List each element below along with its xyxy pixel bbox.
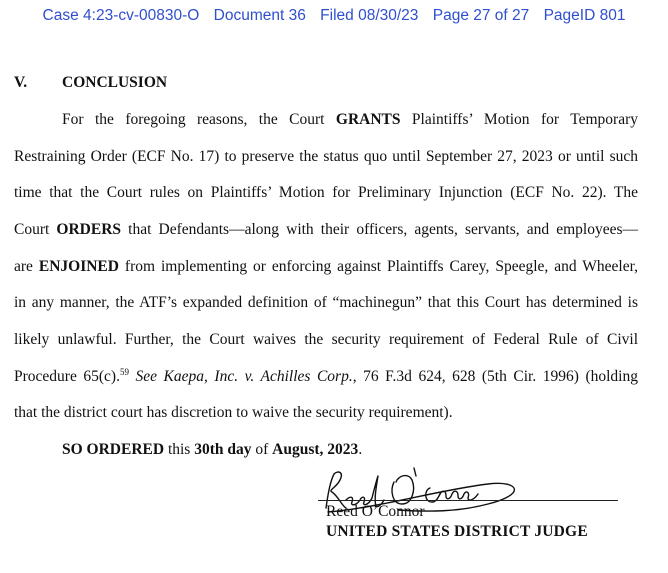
paragraph-line: Restraining Order (ECF No. 17) to preserve the status quo until September 27, 2023 or until such bbox=[14, 148, 638, 165]
filed-date: Filed 08/30/23 bbox=[320, 7, 419, 24]
page-id: PageID 801 bbox=[543, 7, 626, 24]
signature-line bbox=[318, 500, 618, 501]
paragraph-line: Procedure 65(c).$^{59}$ See Kaepa, Inc. v. Achilles Corp., 76 F.3d 624, 628 (5th Cir. 1996) (holding bbox=[14, 367, 638, 385]
judge-title: UNITED STATES DISTRICT JUDGE bbox=[326, 523, 588, 540]
section-heading bbox=[14, 74, 167, 92]
case-number: Case 4:23-cv-00830-O bbox=[42, 7, 200, 24]
paragraph-line: in any manner, the ATF’s expanded definition of “machinegun” that this Court has determined is bbox=[14, 294, 638, 311]
paragraph-line: are ENJOINED from implementing or enforcing against Plaintiffs Carey, Speegle, and Wheeler, bbox=[14, 258, 638, 275]
paragraph-line: likely unlawful. Further, the Court waives the security requirement of Federal Rule of Civil bbox=[14, 331, 638, 348]
footnote-ref[interactable]: 59 bbox=[119, 367, 129, 377]
paragraph-line: that the district court has discretion to waive the security requirement). bbox=[14, 404, 453, 421]
section-title: CONCLUSION bbox=[62, 74, 168, 91]
so-ordered-line: SO ORDERED this 30th day of August, 2023. bbox=[62, 441, 363, 458]
case-header bbox=[0, 7, 668, 25]
section-number: V. bbox=[14, 74, 28, 91]
document-number: Document 36 bbox=[213, 7, 306, 24]
paragraph-line: time that the Court rules on Plaintiffs’ Motion for Preliminary Injunction (ECF No. 22). The bbox=[14, 184, 638, 201]
judge-name: Reed O’Connor bbox=[326, 503, 425, 520]
page-count: Page 27 of 27 bbox=[432, 7, 530, 24]
paragraph-line: Court ORDERS that Defendants—along with their officers, agents, servants, and employees— bbox=[14, 221, 638, 238]
paragraph-line: For the foregoing reasons, the Court GRANTS Plaintiffs’ Motion for Temporary bbox=[62, 111, 638, 128]
